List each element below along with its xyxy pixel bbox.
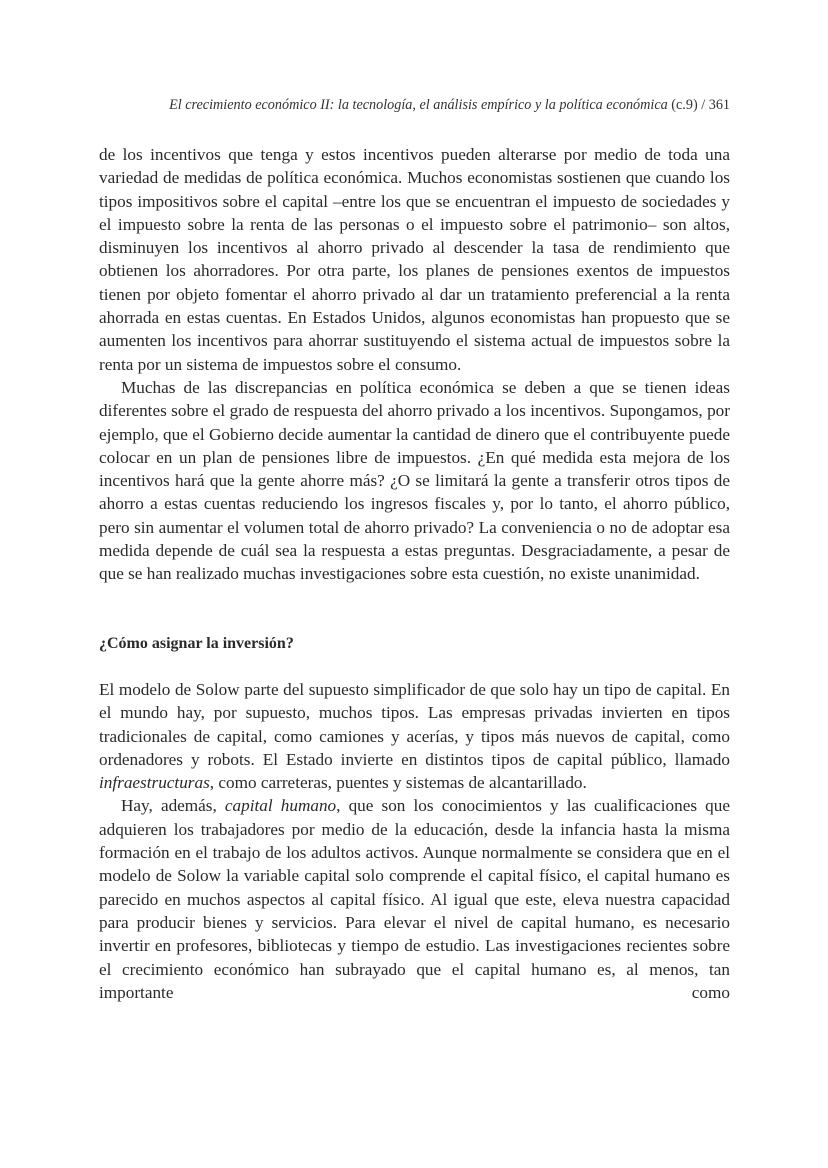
paragraph-solow bbox=[99, 678, 730, 794]
term-capital-humano: capital humano bbox=[224, 796, 337, 816]
paragraph-incentives: de los incentivos que tenga y estos incentivos pueden alterarse por medio de toda una variedad de medidas de política económica. Muchos economistas sostienen que cuando los tipos impositivos sobre el capital –entre los que se encuentran el impuesto de sociedades y el impuesto sobre la renta de las personas o el impuesto sobre el patrimonio– son altos, disminuyen los incentivos al ahorro privado al descender la tasa de rendimiento que obtienen los ahorradores. Por otra parte, los planes de pensiones exentos de impuestos tienen por objeto fomentar el ahorro privado al dar un tratamiento preferencial a la renta ahorrada en estas cuentas. En Estados Unidos, algunos economistas han propuesto que se aumenten los incentivos para ahorrar sustituyendo el sistema actual de impuestos sobre la renta por un sistema de impuestos sobre el consumo. bbox=[99, 145, 730, 374]
page-body bbox=[99, 143, 730, 1004]
section-heading: ¿Cómo asignar la inversión? bbox=[99, 634, 294, 652]
term-infraestructuras: infraestructuras bbox=[99, 773, 210, 793]
solow-text-1: El modelo de Solow parte del supuesto simplificador de que solo hay un tipo de capital. En el mundo hay, por supuesto, muchos tipos. Las empresas privadas invierten en tipos tradicionales de capital, como camiones y acerías, y tipos más nuevos de capital, como ordenadores y robots. El Estado invierte en distintos tipos de capital público, llamado bbox=[99, 679, 730, 769]
solow-text-2: , como carreteras, puentes y sistemas de alcantarillado. bbox=[209, 773, 587, 793]
section-spacer bbox=[99, 586, 730, 632]
heading-spacer bbox=[99, 655, 730, 678]
header-separator: / bbox=[701, 97, 706, 113]
running-header bbox=[99, 96, 730, 114]
chapter-title: El crecimiento económico II: la tecnología, el análisis empírico y la política económica bbox=[169, 97, 668, 113]
human-capital-text-1: Hay, además, bbox=[121, 796, 225, 816]
page-number: 361 bbox=[708, 97, 730, 113]
paragraph-human-capital bbox=[99, 794, 730, 1004]
human-capital-text-2: , que son los conocimientos y las cualificaciones que adquieren los trabajadores por medio de la educación, desde la infancia hasta la misma formación en el trabajo de los adultos activos. Aunque normalmente se considera que en el modelo de Solow la variable capital solo comprende el capital físico, el capital humano es parecido en muchos aspectos al capital físico. Al igual que este, eleva nuestra capacidad para producir bienes y servicios. Para elevar el nivel de capital humano, es necesario invertir en profesores, bibliotecas y tiempo de estudio. Las investigaciones recientes sobre el crecimiento económico han subrayado que el capital humano es, al menos, tan importante como bbox=[99, 796, 730, 1002]
paragraph-discrepancies: Muchas de las discrepancias en política económica se deben a que se tienen ideas diferentes sobre el grado de respuesta del ahorro privado a los incentivos. Supongamos, por ejemplo, que el Gobierno decide aumentar la cantidad de dinero que el contribuyente puede colocar en un plan de pensiones libre de impuestos. ¿En qué medida esta mejora de los incentivos hará que la gente ahorre más? ¿O se limitará la gente a transferir otros tipos de ahorro a estas cuentas reduciendo los ingresos fiscales y, por lo tanto, el ahorro público, pero sin aumentar el volumen total de ahorro privado? La conveniencia o no de adoptar esa medida depende de cuál sea la respuesta a estas preguntas. Desgraciadamente, a pesar de que se han realizado muchas investigaciones sobre esta cuestión, no existe unanimidad. bbox=[99, 377, 730, 584]
chapter-number: (c.9) bbox=[671, 97, 698, 113]
